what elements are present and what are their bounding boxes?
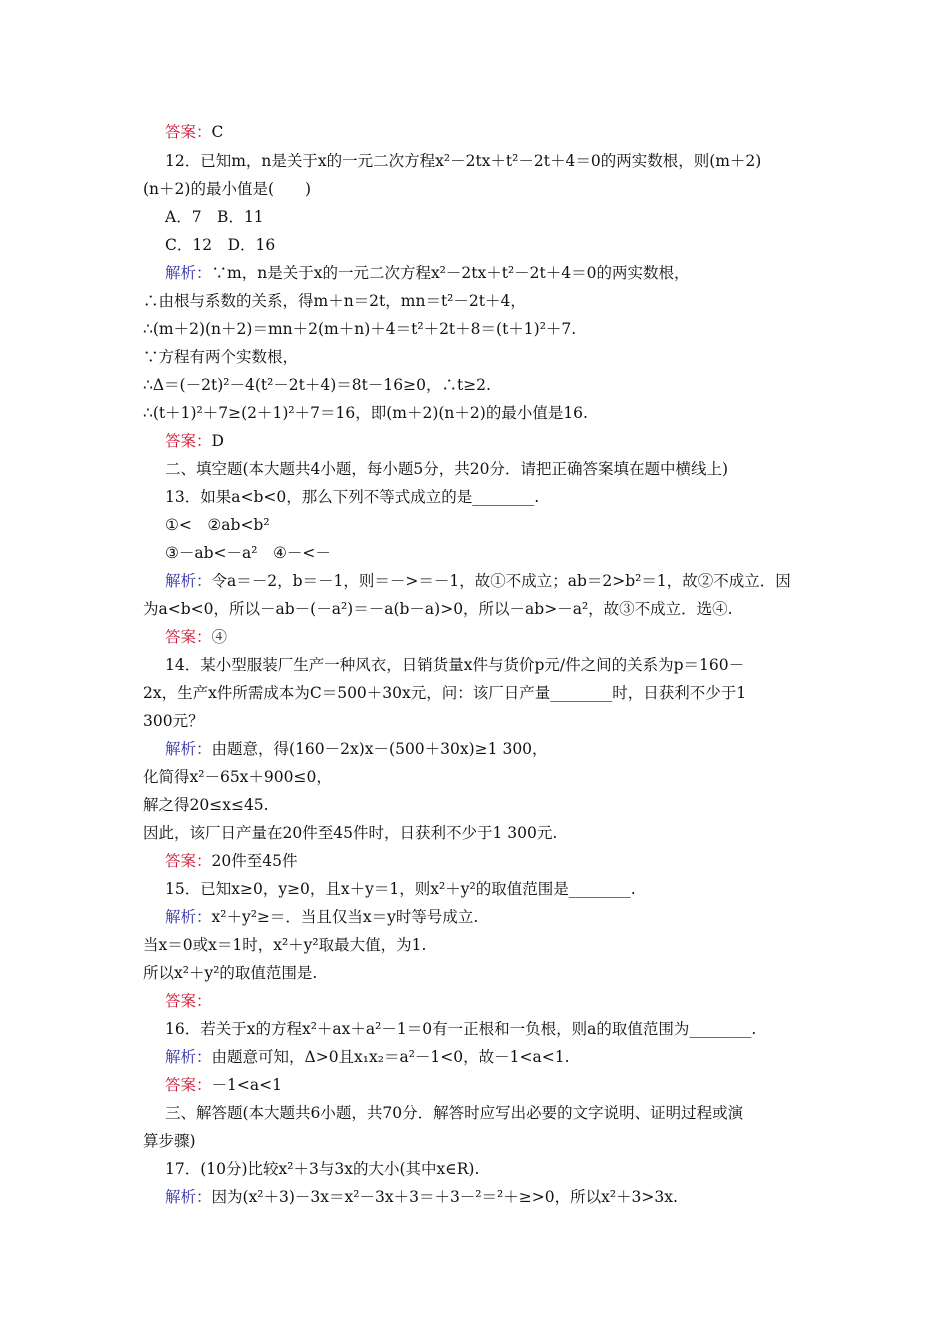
- answer-line: 答案：20件至45件: [165, 852, 298, 870]
- answer-line: 答案：C: [165, 123, 224, 141]
- answer-label: 答案：: [165, 852, 212, 870]
- option-line: C．12 D．16: [165, 236, 276, 254]
- section-heading: 三、解答题(本大题共6小题，共70分．解答时应写出必要的文字说明、证明过程或演: [165, 1104, 744, 1122]
- analysis-label: 解析：: [165, 572, 212, 590]
- answer-line: 答案：④: [165, 628, 228, 646]
- question-17: 17．(10分)比较x²＋3与3x的大小(其中x∈R).: [165, 1160, 480, 1178]
- solution-line: 所以x²＋y²的取值范围是.: [143, 964, 318, 982]
- answer-label: 答案：: [165, 432, 212, 450]
- solution-line: 为a<b<0，所以－ab－(－a²)＝－a(b－a)>0，所以－ab>－a²，故③不成立．选④.: [143, 600, 733, 618]
- analysis-line: 解析：由题意可知，Δ>0且x₁x₂＝a²－1<0，故－1<a<1.: [165, 1048, 570, 1066]
- analysis-label: 解析：: [165, 264, 212, 282]
- solution-line: ∴(m＋2)(n＋2)＝mn＋2(m＋n)＋4＝t²＋2t＋8＝(t＋1)²＋7.: [143, 320, 577, 338]
- question-14-line-2: 2x，生产x件所需成本为C＝500＋30x元，问：该厂日产量________时，日获利不少于1: [143, 684, 747, 702]
- question-15: 15．已知x≥0，y≥0，且x＋y＝1，则x²＋y²的取值范围是________.: [165, 880, 636, 898]
- option-line: ①< ②ab<b²: [165, 516, 270, 534]
- question-14-line-3: 300元？: [143, 712, 204, 730]
- section-heading: 二、填空题(本大题共4小题，每小题5分，共20分．请把正确答案填在题中横线上): [165, 460, 729, 478]
- analysis-line: 解析：x²＋y²≥＝．当且仅当x＝y时等号成立.: [165, 908, 479, 926]
- solution-line: 当x＝0或x＝1时，x²＋y²取最大值，为1.: [143, 936, 427, 954]
- answer-label: 答案：: [165, 1076, 212, 1094]
- answer-line: 答案：D: [165, 432, 224, 450]
- solution-line: ∴Δ＝(－2t)²－4(t²－2t＋4)＝8t－16≥0，∴t≥2.: [143, 376, 491, 394]
- solution-line: ∴(t＋1)²＋7≥(2＋1)²＋7＝16，即(m＋2)(n＋2)的最小值是16.: [143, 404, 588, 422]
- question-14-line-1: 14．某小型服装厂生产一种风衣，日销货量x件与货价p元/件之间的关系为p＝160－: [165, 656, 745, 674]
- analysis-label: 解析：: [165, 908, 212, 926]
- analysis-label: 解析：: [165, 740, 212, 758]
- solution-line: 解之得20≤x≤45.: [143, 796, 269, 814]
- solution-line: 化简得x²－65x＋900≤0，: [143, 768, 332, 786]
- solution-line: 因此，该厂日产量在20件至45件时，日获利不少于1 300元.: [143, 824, 558, 842]
- question-12-line-2: (n＋2)的最小值是( ): [143, 180, 312, 198]
- analysis-line: 解析：由题意，得(160－2x)x－(500＋30x)≥1 300，: [165, 740, 548, 758]
- answer-label: 答案：: [165, 628, 212, 646]
- analysis-label: 解析：: [165, 1188, 212, 1206]
- question-16: 16．若关于x的方程x²＋ax＋a²－1＝0有一正根和一负根，则a的取值范围为________.: [165, 1020, 757, 1038]
- analysis-line: 解析：∵m，n是关于x的一元二次方程x²－2tx＋t²－2t＋4＝0的两实数根，: [165, 264, 690, 282]
- answer-label: 答案：: [165, 992, 212, 1010]
- option-line: A．7 B．11: [165, 208, 264, 226]
- analysis-line: 解析：因为(x²＋3)－3x＝x²－3x＋3＝＋3－²＝²＋≥>0，所以x²＋3>3x.: [165, 1188, 678, 1206]
- answer-line: [165, 990, 825, 1012]
- solution-line: ∵方程有两个实数根，: [143, 348, 299, 366]
- analysis-label: 解析：: [165, 1048, 212, 1066]
- solution-line: ∴由根与系数的关系，得m＋n＝2t，mn＝t²－2t＋4，: [143, 292, 526, 310]
- answer-label: 答案：: [165, 123, 212, 141]
- section-heading-cont: 算步骤): [143, 1132, 196, 1150]
- option-line: ③－ab<－a² ④－<－: [165, 544, 331, 562]
- analysis-line: 解析：令a＝－2，b＝－1，则＝－>＝－1，故①不成立；ab＝2>b²＝1，故②不成立．因: [165, 572, 791, 590]
- question-13: 13．如果a<b<0，那么下列不等式成立的是________.: [165, 488, 540, 506]
- question-12-line-1: 12．已知m，n是关于x的一元二次方程x²－2tx＋t²－2t＋4＝0的两实数根，则(m＋2): [165, 152, 762, 170]
- answer-line: 答案：－1<a<1: [165, 1076, 282, 1094]
